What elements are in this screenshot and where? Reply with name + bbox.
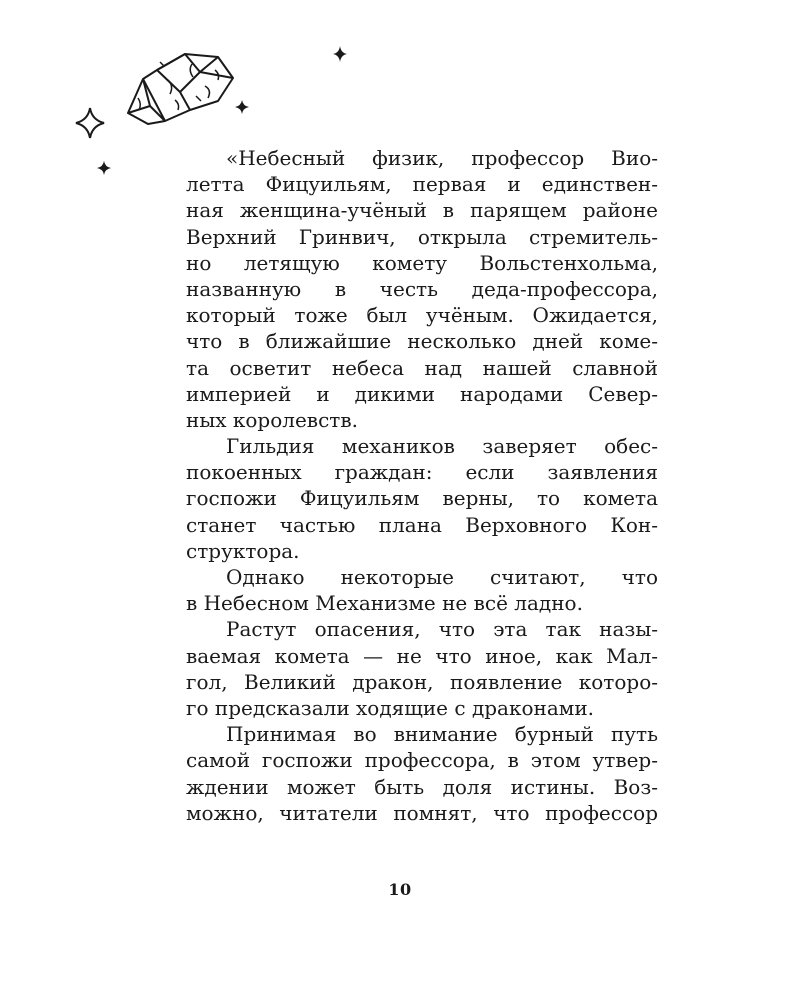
text-line: самой госпожи профессора, в этом утвер- [186, 748, 658, 773]
text-line: ваемая комета — не что иное, как Мал- [186, 643, 658, 668]
text-line: Принимая во внимание бурный путь [226, 722, 658, 747]
text-line: структора. [186, 538, 300, 563]
text-line: та осветит небеса над нашей славной [186, 355, 658, 380]
text-line: Однако некоторые считают, что [226, 565, 658, 589]
crystal-icon [128, 54, 233, 124]
text-line: покоенных граждан: если заявления [186, 460, 658, 485]
text-line: Растут опасения, что эта так назы- [226, 617, 658, 642]
text-line: названную в честь деда-профессора, [186, 276, 658, 301]
text-line: но летящую комету Вольстенхольма, [186, 250, 658, 275]
text-line: станет частью плана Верховного Кон- [186, 512, 658, 537]
paragraph [186, 616, 658, 721]
body-text [186, 145, 658, 826]
paragraph [186, 145, 658, 433]
text-line: империей и дикими народами Север- [186, 381, 658, 406]
paragraph [186, 433, 658, 564]
text-line: ных королевств. [186, 407, 358, 432]
page-number: 10 [388, 880, 412, 899]
text-line: Верхний Гринвич, открыла стремитель- [186, 224, 658, 249]
text-line: ная женщина-учёный в парящем районе [186, 198, 658, 223]
text-line: в Небесном Механизме не всё ладно. [186, 591, 583, 616]
text-line: гол, Великий дракон, появление которо- [186, 669, 658, 694]
text-line: Гильдия механиков заверяет обес- [226, 434, 658, 459]
paragraph [186, 564, 658, 616]
text-line: «Небесный физик, профессор Вио- [226, 146, 658, 170]
text-line: го предсказали ходящие с драконами. [186, 695, 595, 720]
text-line: госпожи Фицуильям верны, то комета [186, 486, 658, 511]
sparkle-star-icon [97, 161, 111, 175]
text-line: который тоже был учёным. Ожидается, [186, 303, 658, 328]
sparkle-star-icon [333, 46, 347, 62]
paragraph [186, 721, 658, 826]
sparkle-star-icon [76, 108, 104, 138]
text-line: ждении может быть доля истины. Воз- [186, 774, 658, 799]
text-line: можно, читатели помнят, что профессор [186, 800, 658, 825]
sparkle-star-icon [235, 100, 249, 114]
text-line: летта Фицуильям, первая и единствен- [186, 172, 658, 197]
text-line: что в ближайшие несколько дней коме- [186, 329, 658, 354]
